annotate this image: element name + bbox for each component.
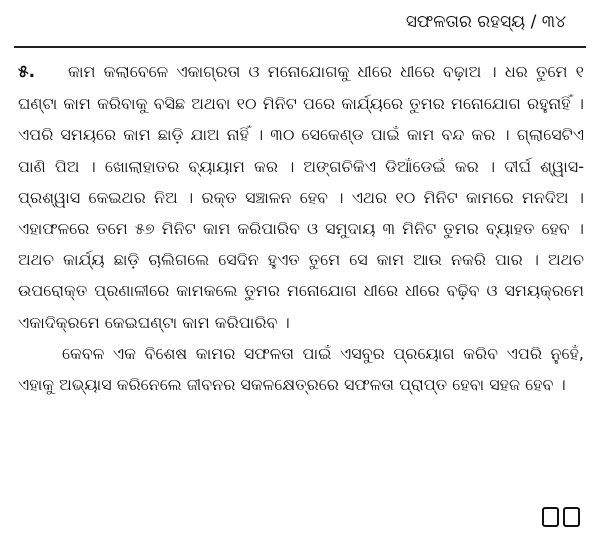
- paragraph-2: କେବଳ ଏକ ବିଶେଷ କାମର ସଫଳତା ପାଇଁ ଏସବୁର ପ୍ରୟୋଗ କରିବ ଏପରି ନୁହେଁ, ଏହାକୁ ଅଭ୍ୟାସ କରିନେଲେ ଜୀବନର ସକଳକ୍ଷେତ୍ରରେ ସଫଳତା ପ୍ରାପ୍ତ ହେବା ସହଜ ହେବ ।: [18, 343, 584, 395]
- paragraph-1-text: କାମ କଲାବେଳେ ଏକାଗ୍ରତା ଓ ମନୋଯୋଗକୁ ଧୀରେ ଧୀରେ ବଢ଼ାଅ । ଧର ତୁମେ ୧ ଘଣ୍ଟା କାମ କରିବାକୁ ବସିଛ ଅଥବା ୧୦ ମିନିଟ ପରେ କାର୍ଯ୍ୟରେ ତୁମର ମନୋଯୋଗ ରହୁନାହିଁ । ଏପରି ସମୟରେ କାମ ଛାଡ଼ି ଯାଅ ନାହିଁ । ୩୦ ସେକେଣ୍ଡ ପାଇଁ କାମ ବନ୍ଦ କର । ଗ୍ଲାସେଟିଏ ପାଣି ପିଅ । ଖୋଲାହାତର ବ୍ୟାୟାମ କର । ଅଙ୍ଗଚିକିଏ ଡିଆଁଡେଇଁ କର । ଦୀର୍ଘ ଶ୍ୱାସ-ପ୍ରଶ୍ୱାସ କେଇଥର ନିଅ । ରକ୍ତ ସଞ୍ଚାଳନ ହେବ । ଏଥର ୧୦ ମିନିଟ କାମରେ ମନଦିଅ । ଏହାଫଳରେ ତମେ ୫୭ ମିନିଟ କାମ କରିପାରିବ ଓ ସମୁଦାୟ ୩ ମିନିଟ ତୁମର ବ୍ୟାହତ ହେବ । ଅଥଚ କାର୍ଯ୍ୟ ଛାଡ଼ି ଚାଲିଗଲେ ସେଦିନ ହୁଏତ ତୁମେ ସେ କାମ ଆଉ ନକରି ପାର । ଅଥଚ ଉପରୋକ୍ତ ପ୍ରଣାଳୀରେ କାମକଲେ ତୁମର ମନୋଯୋଗ ଧୀରେ ଧୀରେ ବଢ଼ିବ ଓ ସମୟକ୍ରମେ ଏକାଦିକ୍ରମେ କେଇଘଣ୍ଟା କାମ କରିପାରିବ ।: [18, 62, 584, 332]
- end-mark-box-left: [542, 507, 559, 527]
- page-body: [18, 56, 584, 400]
- running-header: ସଫଳତାର ରହସ୍ୟ / ୩୪: [405, 12, 566, 32]
- paragraph-1: [18, 56, 584, 338]
- header-rule: [14, 46, 586, 48]
- end-mark-box-right: [563, 507, 580, 527]
- page-end-mark-icon: [542, 507, 580, 527]
- section-number: ୫.: [18, 62, 36, 82]
